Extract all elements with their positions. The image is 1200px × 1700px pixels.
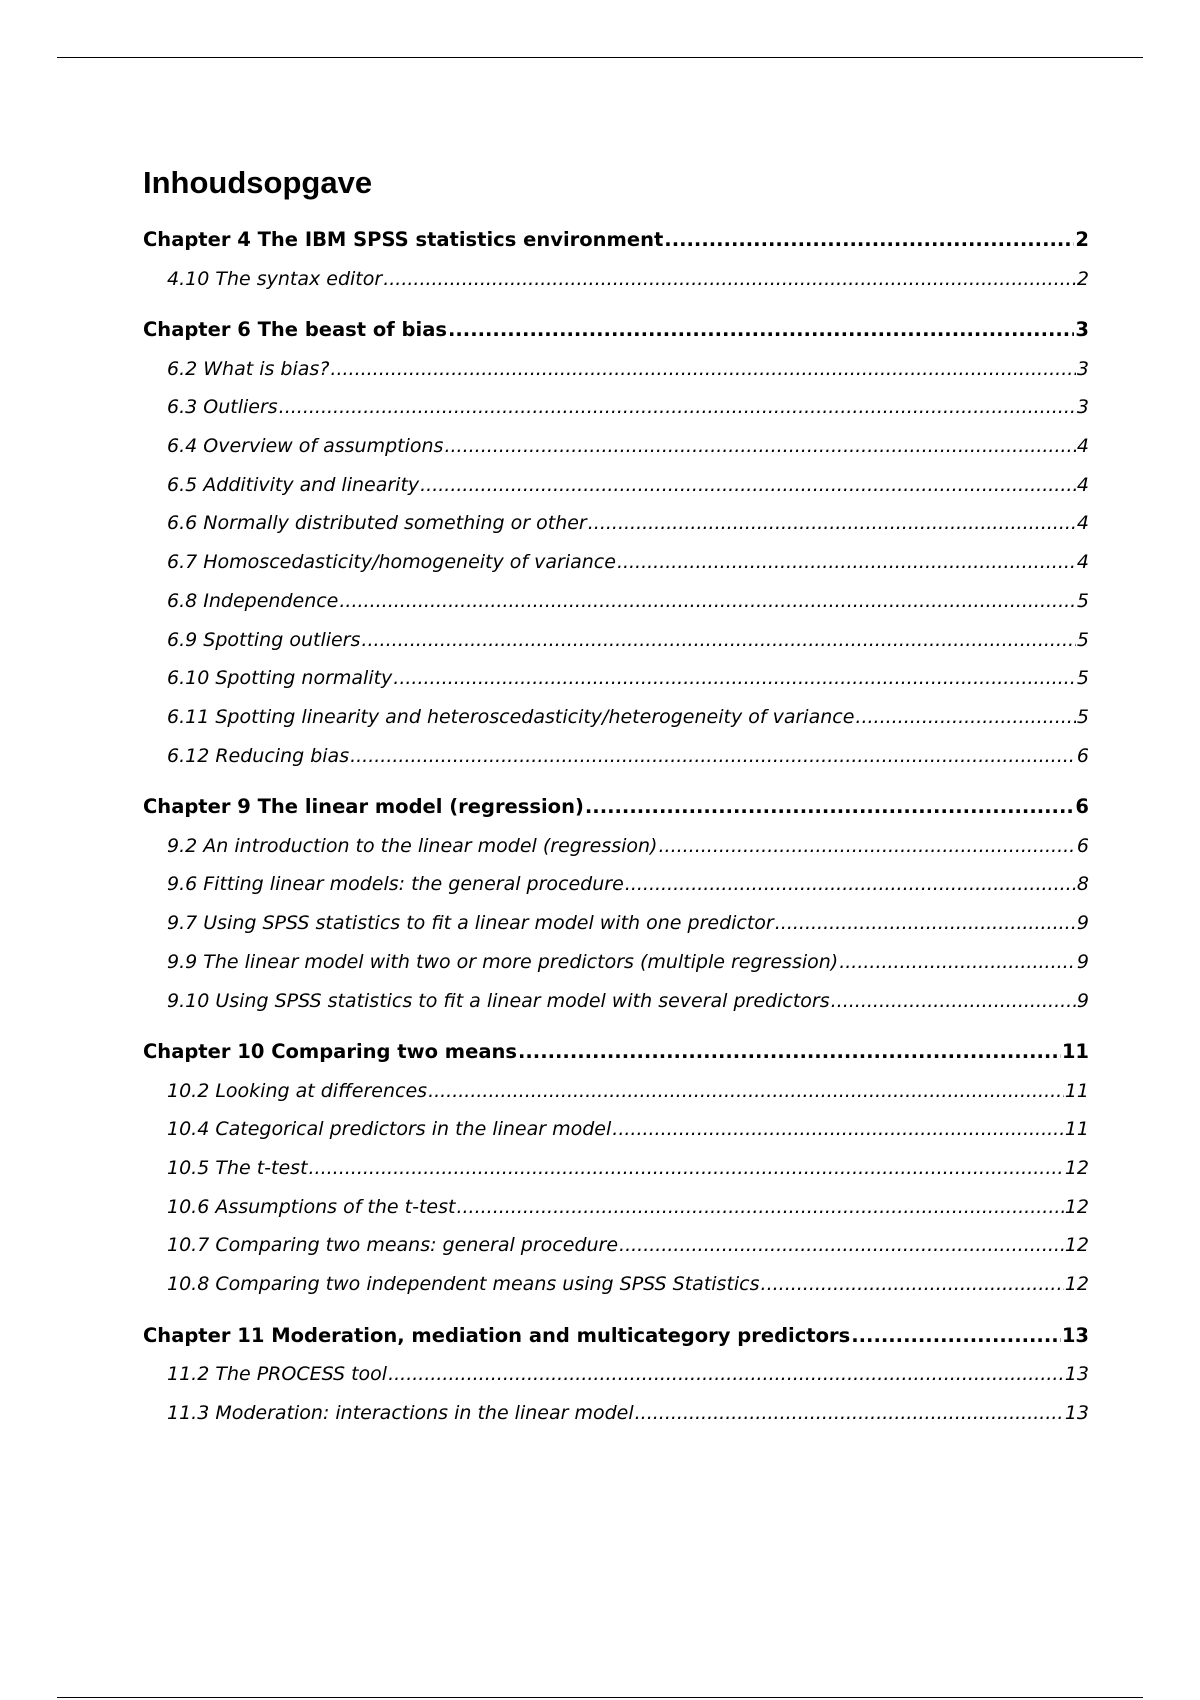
dot-leader: [456, 1188, 1063, 1227]
page-number: 5: [1076, 589, 1089, 612]
dot-leader: [585, 788, 1075, 827]
dot-leader: [775, 904, 1076, 943]
dot-leader: [330, 350, 1076, 389]
page-number: 2: [1076, 267, 1089, 290]
toc-section-entry[interactable]: [143, 698, 1089, 737]
toc-section-entry[interactable]: [143, 943, 1089, 982]
chapter-title: Chapter 6 The beast of bias: [143, 318, 447, 342]
dot-leader: [428, 1072, 1064, 1111]
section-title: 9.9 The linear model with two or more predictors (multiple regression): [167, 950, 839, 973]
toc-chapter-entry[interactable]: [143, 1033, 1089, 1072]
dot-leader: [420, 466, 1076, 505]
section-title: 6.9 Spotting outliers: [167, 628, 361, 651]
dot-leader: [444, 427, 1075, 466]
section-title: 10.7 Comparing two means: general procedure: [167, 1234, 619, 1257]
dot-leader: [839, 943, 1076, 982]
toc-chapter-entry[interactable]: [143, 1317, 1089, 1356]
section-title: 11.3 Moderation: interactions in the linear model: [167, 1402, 634, 1424]
page-number: 11: [1064, 1079, 1089, 1102]
chapter-title: Chapter 11 Moderation, mediation and multicategory predictors: [143, 1323, 851, 1347]
toc-section-entry[interactable]: [143, 659, 1089, 698]
page-number: 11: [1064, 1118, 1089, 1141]
header-rule: [57, 57, 1143, 58]
dot-leader: [279, 388, 1076, 427]
toc-section-entry[interactable]: [143, 982, 1089, 1021]
page-number: 9: [1076, 989, 1089, 1012]
dot-leader: [635, 1394, 1064, 1433]
footer-rule: [57, 1697, 1143, 1698]
dot-leader: [831, 982, 1076, 1021]
section-title: 9.2 An introduction to the linear model (regression): [167, 834, 658, 857]
page-number: 11: [1061, 1040, 1089, 1064]
toc-section-entry[interactable]: [143, 1149, 1089, 1188]
chapter-title: Chapter 4 The IBM SPSS statistics environment: [143, 228, 664, 251]
toc-section-entry[interactable]: [143, 466, 1089, 505]
chapter-title: Chapter 10 Comparing two means: [143, 1040, 517, 1064]
page-number: 3: [1076, 357, 1089, 380]
dot-leader: [855, 698, 1076, 737]
toc-section-entry[interactable]: [143, 427, 1089, 466]
page-number: 12: [1064, 1195, 1089, 1218]
toc-section-entry[interactable]: [143, 582, 1089, 621]
section-title: 4.10 The syntax editor: [167, 267, 383, 290]
page-number: 13: [1061, 1323, 1089, 1347]
toc-section-entry[interactable]: [143, 350, 1089, 389]
dot-leader: [625, 865, 1076, 904]
toc-entries: [143, 221, 1089, 1433]
toc-chapter-entry[interactable]: [143, 221, 1089, 260]
page-number: 8: [1076, 873, 1089, 896]
page-number: 4: [1076, 435, 1089, 458]
page-number: 12: [1064, 1234, 1089, 1257]
toc-chapter-entry[interactable]: [143, 788, 1089, 827]
toc-section-entry[interactable]: [143, 865, 1089, 904]
section-title: 6.5 Additivity and linearity: [167, 473, 420, 496]
dot-leader: [393, 659, 1076, 698]
page-number: 6: [1076, 744, 1089, 767]
dot-leader: [619, 1226, 1064, 1265]
section-title: 6.10 Spotting normality: [167, 667, 393, 690]
toc-title: Inhoudsopgave: [143, 165, 373, 200]
section-title: 6.11 Spotting linearity and heteroscedasticity/heterogeneity of variance: [167, 705, 855, 728]
dot-leader: [350, 737, 1076, 776]
section-title: 10.4 Categorical predictors in the linear model: [167, 1118, 612, 1141]
toc-section-entry[interactable]: [143, 1110, 1089, 1149]
section-title: 9.6 Fitting linear models: the general procedure: [167, 873, 624, 896]
section-title: 6.12 Reducing bias: [167, 744, 350, 767]
toc-section-entry[interactable]: [143, 1072, 1089, 1111]
toc-section-entry[interactable]: [143, 827, 1089, 866]
page-number: 13: [1064, 1402, 1089, 1424]
section-title: 6.4 Overview of assumptions: [167, 435, 444, 458]
section-title: 9.10 Using SPSS statistics to fit a linear model with several predictors: [167, 989, 830, 1012]
dot-leader: [339, 582, 1076, 621]
page-number: 4: [1076, 551, 1089, 574]
dot-leader: [658, 827, 1075, 866]
page-number: 9: [1076, 950, 1089, 973]
section-title: 11.2 The PROCESS tool: [167, 1363, 388, 1386]
section-title: 6.6 Normally distributed something or other: [167, 512, 587, 535]
dot-leader: [612, 1110, 1064, 1149]
toc-section-entry[interactable]: [143, 737, 1089, 776]
page-number: 12: [1064, 1273, 1089, 1296]
chapter-title: Chapter 9 The linear model (regression): [143, 795, 584, 819]
toc-section-entry[interactable]: [143, 621, 1089, 660]
page-number: 4: [1076, 473, 1089, 496]
section-title: 10.5 The t-test: [167, 1157, 308, 1180]
section-title: 6.2 What is bias?: [167, 357, 330, 380]
toc-section-entry[interactable]: [143, 543, 1089, 582]
dot-leader: [617, 543, 1076, 582]
section-title: 10.6 Assumptions of the t-test: [167, 1195, 456, 1218]
toc-section-entry[interactable]: [143, 1394, 1089, 1433]
dot-leader: [388, 1355, 1064, 1394]
section-title: 10.2 Looking at differences: [167, 1079, 428, 1102]
toc-section-entry[interactable]: [143, 1226, 1089, 1265]
dot-leader: [664, 221, 1074, 260]
section-title: 6.7 Homoscedasticity/homogeneity of variance: [167, 551, 616, 574]
page-number: 13: [1064, 1363, 1089, 1386]
dot-leader: [761, 1265, 1064, 1304]
toc-section-entry[interactable]: [143, 388, 1089, 427]
dot-leader: [518, 1033, 1061, 1072]
toc-section-entry[interactable]: [143, 1265, 1089, 1304]
dot-leader: [361, 621, 1076, 660]
page-number: 6: [1076, 834, 1089, 857]
page-number: 2: [1075, 228, 1089, 251]
page-number: 6: [1075, 795, 1089, 819]
dot-leader: [309, 1149, 1064, 1188]
toc-section-entry[interactable]: [143, 260, 1089, 299]
page-number: 4: [1076, 512, 1089, 535]
table-of-contents: [143, 163, 1089, 1433]
page-number: 5: [1076, 705, 1089, 728]
page-number: 3: [1076, 396, 1089, 419]
toc-section-entry[interactable]: [143, 504, 1089, 543]
dot-leader: [851, 1317, 1061, 1356]
section-title: 10.8 Comparing two independent means using SPSS Statistics: [167, 1273, 760, 1296]
section-title: 9.7 Using SPSS statistics to fit a linear model with one predictor: [167, 912, 774, 935]
toc-section-entry[interactable]: [143, 1188, 1089, 1227]
page-number: 5: [1076, 667, 1089, 690]
section-title: 6.8 Independence: [167, 589, 339, 612]
page-number: 5: [1076, 628, 1089, 651]
toc-chapter-entry[interactable]: [143, 311, 1089, 350]
page-number: 12: [1064, 1157, 1089, 1180]
dot-leader: [383, 260, 1076, 299]
page-number: 9: [1076, 912, 1089, 935]
dot-leader: [448, 311, 1074, 350]
section-title: 6.3 Outliers: [167, 396, 278, 419]
toc-section-entry[interactable]: [143, 904, 1089, 943]
dot-leader: [588, 504, 1076, 543]
toc-section-entry[interactable]: [143, 1355, 1089, 1394]
page-number: 3: [1075, 318, 1089, 342]
